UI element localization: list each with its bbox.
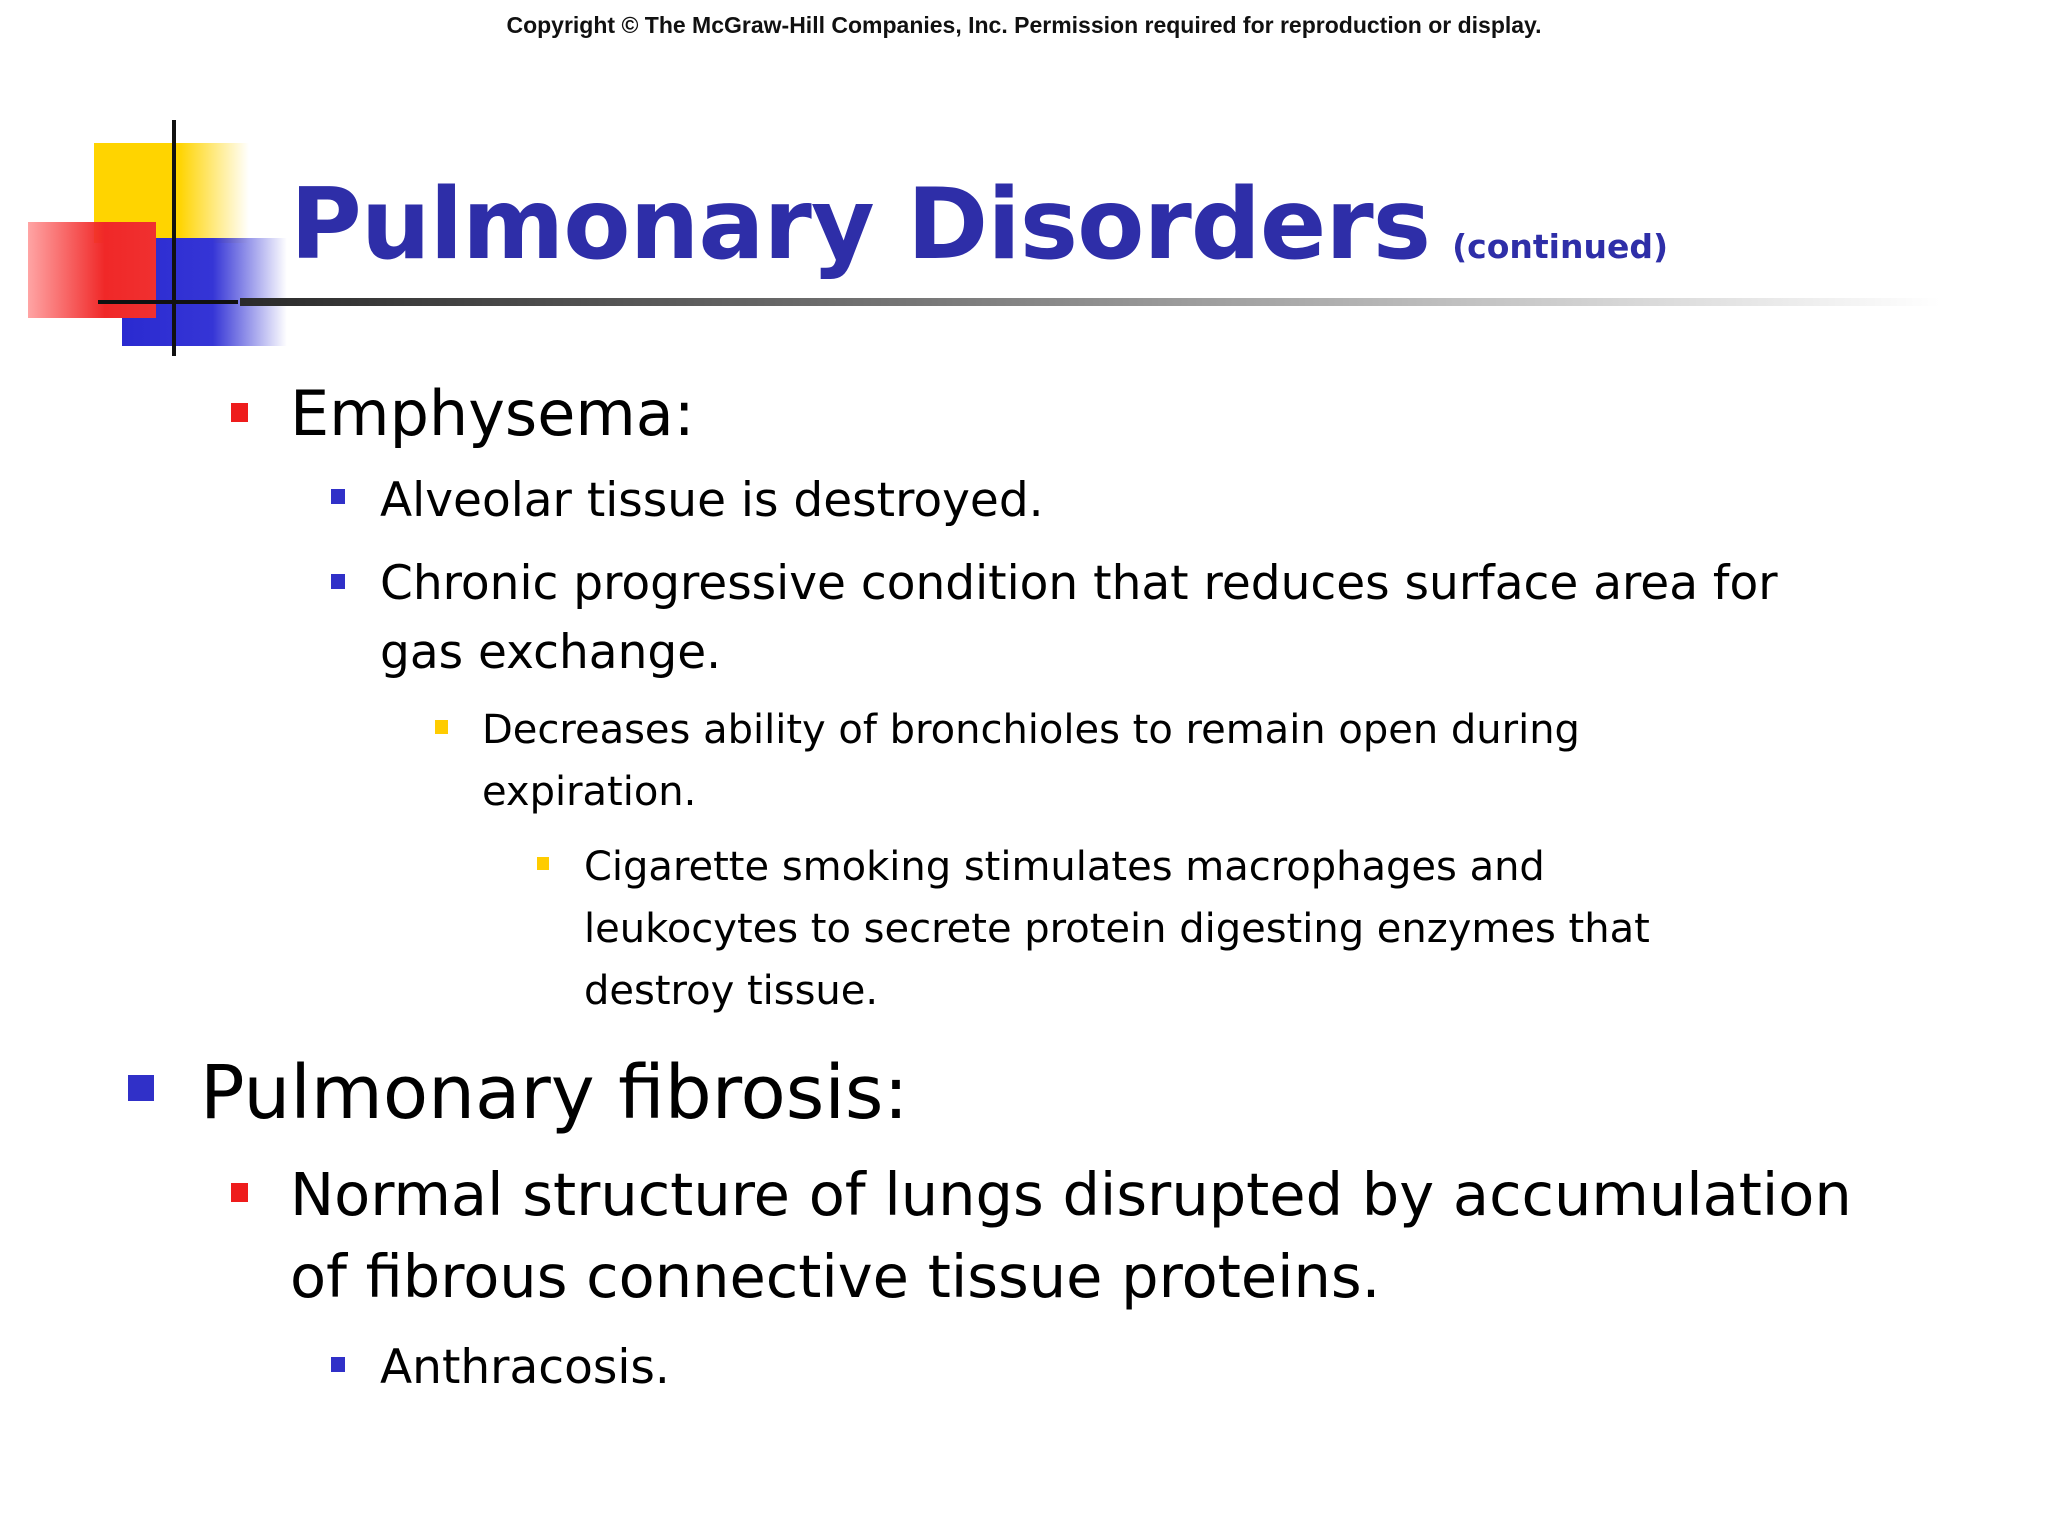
normal-structure-line2: of fibrous connective tissue proteins. <box>290 1242 1381 1311</box>
alveolar-text: Alveolar tissue is destroyed. <box>380 473 1044 528</box>
normal-structure-line1: Normal structure of lungs disrupted by accumulation <box>290 1160 1852 1229</box>
yellow-square-bullet-icon <box>435 720 448 734</box>
fibrosis-heading: Pulmonary fibrosis: <box>200 1050 909 1136</box>
cigarette-text-line3: destroy tissue. <box>584 968 879 1014</box>
blue-square-bullet-icon <box>331 1357 345 1372</box>
logo-horizontal-line <box>98 300 238 304</box>
slide-title <box>290 168 1668 282</box>
title-underline <box>240 298 1940 306</box>
red-square-bullet-icon <box>231 403 248 422</box>
yellow-square-bullet-icon <box>537 857 549 870</box>
emphysema-heading: Emphysema: <box>290 377 695 450</box>
blue-square-bullet-icon <box>128 1075 154 1101</box>
decreases-text-line1: Decreases ability of bronchioles to remain open during <box>482 707 1580 753</box>
chronic-text-line2: gas exchange. <box>380 625 722 680</box>
cigarette-text-line1: Cigarette smoking stimulates macrophages and <box>584 844 1545 890</box>
red-square-bullet-icon <box>231 1183 248 1202</box>
chronic-text-line1: Chronic progressive condition that reduces surface area for <box>380 556 1778 611</box>
decreases-text-line2: expiration. <box>482 769 697 815</box>
anthracosis-text: Anthracosis. <box>380 1340 670 1395</box>
blue-square-bullet-icon <box>331 574 345 589</box>
title-continued: (continued) <box>1452 227 1669 266</box>
title-main: Pulmonary Disorders <box>290 168 1431 282</box>
copyright-notice: Copyright © The McGraw-Hill Companies, Inc. Permission required for reproduction or display. <box>506 12 1542 38</box>
blue-square-bullet-icon <box>331 489 345 504</box>
logo-vertical-line <box>172 120 176 356</box>
cigarette-text-line2: leukocytes to secrete protein digesting enzymes that <box>584 906 1650 952</box>
